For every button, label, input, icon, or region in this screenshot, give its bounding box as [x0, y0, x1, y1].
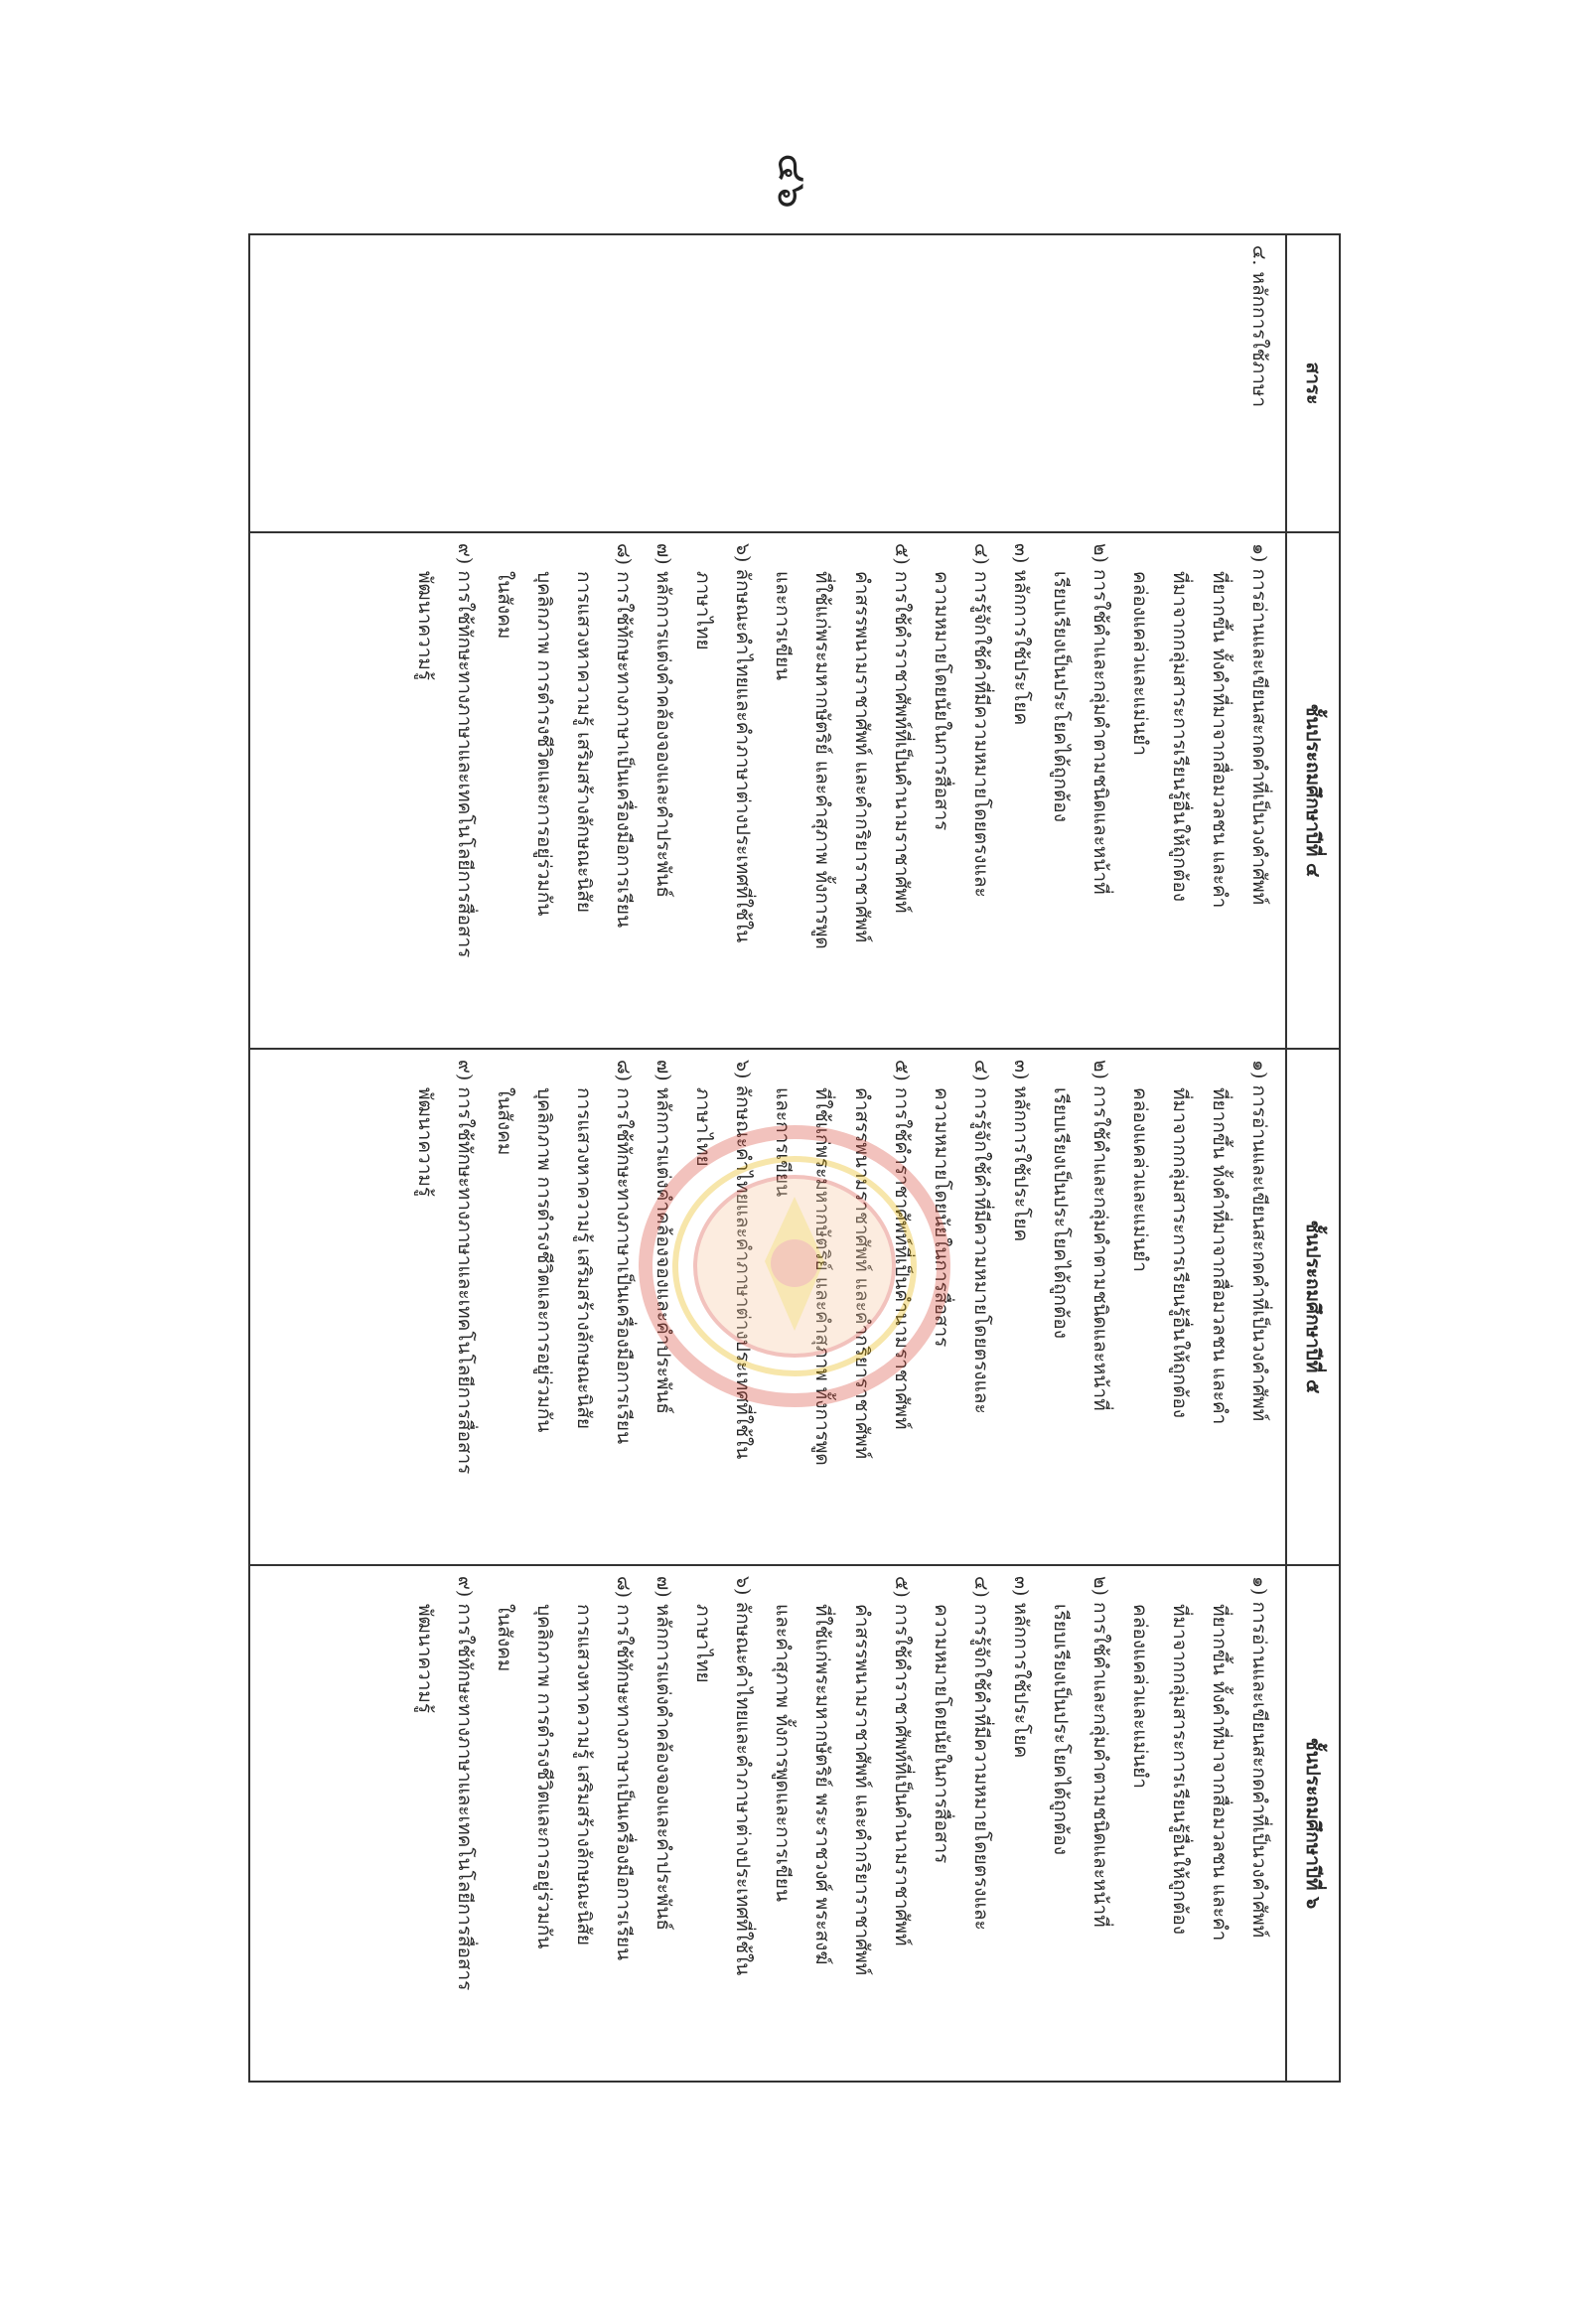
list-item-continuation: ที่ใช้แก่พระมหากษัตริย์ และคำสุภาพ ทั้งการพูด [811, 1087, 833, 1466]
list-item-continuation: การแสวงหาความรู้ เสริมสร้างลักษณะนิสัย [573, 571, 595, 913]
list-item [1041, 543, 1120, 1038]
list-item [644, 543, 683, 1038]
list-item [922, 543, 1001, 1038]
list-item-continuation: และการเขียน [772, 571, 794, 681]
list-item [763, 1576, 922, 2071]
list-item-head: ๕) การใช้คำราชาศัพท์ที่เป็นคำนามราชาศัพท์ [891, 1576, 913, 1946]
list-item-head: ๙) การใช้ทักษะทางภาษาและเทคโนโลยีการสื่อสาร [454, 543, 476, 958]
list-item-head: ๖) ลักษณะคำไทยและคำภาษาต่างประเทศที่ใช้ใน [732, 543, 754, 943]
list-item [644, 1060, 683, 1554]
list-item-continuation: ที่ใช้แก่พระมหากษัตริย์ และคำสุภาพ ทั้งการพูด [811, 571, 833, 949]
list-item [763, 1060, 922, 1554]
list-item-head: ๙) การใช้ทักษะทางภาษาและเทคโนโลยีการสื่อสาร [454, 1576, 476, 1991]
list-item-head: ๔) การรู้จักใช้คำที่มีความหมายโดยตรงและ [970, 1060, 992, 1414]
curriculum-table [248, 233, 1341, 2083]
list-item-head: ๔) การรู้จักใช้คำที่มีความหมายโดยตรงและ [970, 1576, 992, 1931]
list-item-continuation: บุคลิกภาพ การดำรงชีวิตและการอยู่ร่วมกัน [533, 571, 555, 917]
list-item-head: ๒) การใช้คำและกลุ่มคำตามชนิดและหน้าที่ [1089, 1576, 1111, 1928]
list-item-continuation: เรียบเรียงเป็นประโยคได้ถูกต้อง [1050, 1087, 1072, 1339]
list-item [485, 543, 644, 1038]
list-item [1041, 1060, 1120, 1554]
list-item-head: ๓) หลักการใช้ประโยค [1010, 1576, 1032, 1759]
list-item-continuation: ความหมายโดยนัยในการสื่อสาร [931, 1604, 952, 1864]
list-item-head: ๗) หลักการแต่งคำคล้องจองและคำประพันธ์ [653, 543, 674, 898]
list-item-continuation: ที่มาจากกลุ่มสาระการเรียนรู้อื่นให้ถูกต้อง [1169, 571, 1191, 903]
subject-cell: ๔. หลักการใช้ภาษา [249, 234, 1286, 532]
list-item-continuation: ที่มาจากกลุ่มสาระการเรียนรู้อื่นให้ถูกต้อง [1169, 1604, 1191, 1936]
list-item [405, 543, 485, 1038]
list-item-head: ๖) ลักษณะคำไทยและคำภาษาต่างประเทศที่ใช้ใน [732, 1060, 754, 1460]
list-item-continuation: คล่องแคล่วและแม่นยำ [1129, 571, 1151, 756]
header-grade5: ชั้นประถมศึกษาปีที่ ๕ [1286, 1049, 1340, 1565]
list-item-continuation: การแสวงหาความรู้ เสริมสร้างลักษณะนิสัย [573, 1087, 595, 1429]
list-item [1041, 1576, 1120, 2071]
list-item-head: ๘) การใช้ทักษะทางภาษาเป็นเครื่องมือการเรียน [613, 1060, 635, 1445]
list-item-head: ๗) หลักการแต่งคำคล้องจองและคำประพันธ์ [653, 1060, 674, 1414]
list-item [405, 1060, 485, 1554]
list-item [405, 1576, 485, 2071]
list-item-head: ๑) การอ่านและเขียนสะกดคำที่เป็นวงคำศัพท์ [1248, 1576, 1270, 1939]
list-item-continuation: คำสรรพนามราชาศัพท์ และคำกริยาราชาศัพท์ [851, 571, 873, 943]
curriculum-table-container [248, 233, 1341, 2083]
table-header-row [1286, 234, 1340, 2082]
grade4-cell [249, 532, 1286, 1049]
list-item [683, 1060, 763, 1554]
list-item-head: ๘) การใช้ทักษะทางภาษาเป็นเครื่องมือการเรียน [613, 1576, 635, 1961]
list-item-continuation: พัฒนาความรู้ [414, 1604, 436, 1714]
list-item [922, 1060, 1001, 1554]
list-item-continuation: ในสังคม [494, 1604, 515, 1672]
list-item [1120, 1060, 1279, 1554]
list-item-continuation: และการเขียน [772, 1087, 794, 1198]
list-item-continuation: ที่ยากขึ้น ทั้งคำที่มาจากสื่อมวลชน และคำ [1209, 1604, 1231, 1942]
list-item-continuation: คำสรรพนามราชาศัพท์ และคำกริยาราชาศัพท์ [851, 1604, 873, 1976]
list-item-continuation: บุคลิกภาพ การดำรงชีวิตและการอยู่ร่วมกัน [533, 1604, 555, 1949]
list-item-continuation: ในสังคม [494, 1087, 515, 1156]
list-item-continuation: ภาษาไทย [692, 1604, 714, 1683]
list-item-head: ๒) การใช้คำและกลุ่มคำตามชนิดและหน้าที่ [1089, 1060, 1111, 1411]
list-item-head: ๔) การรู้จักใช้คำที่มีความหมายโดยตรงและ [970, 543, 992, 898]
grade5-cell [249, 1049, 1286, 1565]
list-item-head: ๓) หลักการใช้ประโยค [1010, 1060, 1032, 1242]
list-item [1120, 543, 1279, 1038]
list-item [1001, 1576, 1041, 2071]
list-item-continuation: เรียบเรียงเป็นประโยคได้ถูกต้อง [1050, 1604, 1072, 1855]
list-item [485, 1576, 644, 2071]
header-grade6: ชั้นประถมศึกษาปีที่ ๖ [1286, 1565, 1340, 2082]
list-item-head: ๕) การใช้คำราชาศัพท์ที่เป็นคำนามราชาศัพท์ [891, 543, 913, 914]
list-item-continuation: ภาษาไทย [692, 571, 714, 650]
list-item [763, 543, 922, 1038]
list-item [922, 1576, 1001, 2071]
list-item-head: ๑) การอ่านและเขียนสะกดคำที่เป็นวงคำศัพท์ [1248, 1060, 1270, 1422]
header-grade4: ชั้นประถมศึกษาปีที่ ๔ [1286, 532, 1340, 1049]
list-item-continuation: บุคลิกภาพ การดำรงชีวิตและการอยู่ร่วมกัน [533, 1087, 555, 1433]
list-item [1001, 1060, 1041, 1554]
list-item-continuation: ในสังคม [494, 571, 515, 640]
list-item-continuation: ความหมายโดยนัยในการสื่อสาร [931, 571, 952, 831]
list-item-head: ๗) หลักการแต่งคำคล้องจองและคำประพันธ์ [653, 1576, 674, 1931]
list-item-continuation: ความหมายโดยนัยในการสื่อสาร [931, 1087, 952, 1348]
list-item-continuation: พัฒนาความรู้ [414, 1087, 436, 1198]
list-item-continuation: ที่ยากขึ้น ทั้งคำที่มาจากสื่อมวลชน และคำ [1209, 1087, 1231, 1425]
list-item-continuation: ที่มาจากกลุ่มสาระการเรียนรู้อื่นให้ถูกต้อง [1169, 1087, 1191, 1419]
list-item-head: ๘) การใช้ทักษะทางภาษาเป็นเครื่องมือการเรียน [613, 543, 635, 929]
list-item-head: ๑) การอ่านและเขียนสะกดคำที่เป็นวงคำศัพท์ [1248, 543, 1270, 906]
list-item [644, 1576, 683, 2071]
list-item [1001, 543, 1041, 1038]
list-item-head: ๕) การใช้คำราชาศัพท์ที่เป็นคำนามราชาศัพท์ [891, 1060, 913, 1430]
list-item [683, 1576, 763, 2071]
list-item-head: ๒) การใช้คำและกลุ่มคำตามชนิดและหน้าที่ [1089, 543, 1111, 895]
list-item [683, 543, 763, 1038]
list-item-head: ๙) การใช้ทักษะทางภาษาและเทคโนโลยีการสื่อสาร [454, 1060, 476, 1475]
list-item-continuation: การแสวงหาความรู้ เสริมสร้างลักษณะนิสัย [573, 1604, 595, 1945]
page-number: ๔๖ [768, 153, 814, 209]
list-item-continuation: และคำสุภาพ ทั้งการพูดและการเขียน [772, 1604, 794, 1902]
table-row [249, 234, 1286, 2082]
list-item-head: ๓) หลักการใช้ประโยค [1010, 543, 1032, 726]
list-item-continuation: ภาษาไทย [692, 1087, 714, 1167]
list-item-head: ๖) ลักษณะคำไทยและคำภาษาต่างประเทศที่ใช้ใน [732, 1576, 754, 1976]
list-item-continuation: เรียบเรียงเป็นประโยคได้ถูกต้อง [1050, 571, 1072, 822]
list-item [1120, 1576, 1279, 2071]
list-item-continuation: พัฒนาความรู้ [414, 571, 436, 681]
list-item-continuation: คล่องแคล่วและแม่นยำ [1129, 1087, 1151, 1272]
list-item-continuation: คำสรรพนามราชาศัพท์ และคำกริยาราชาศัพท์ [851, 1087, 873, 1460]
grade6-cell [249, 1565, 1286, 2082]
list-item-continuation: ที่ใช้แก่พระมหากษัตริย์ พระราชวงศ์ พระสงฆ์ [811, 1604, 833, 1965]
list-item-continuation: คล่องแคล่วและแม่นยำ [1129, 1604, 1151, 1789]
list-item-continuation: ที่ยากขึ้น ทั้งคำที่มาจากสื่อมวลชน และคำ [1209, 571, 1231, 909]
header-subject: สาระ [1286, 234, 1340, 532]
list-item [485, 1060, 644, 1554]
